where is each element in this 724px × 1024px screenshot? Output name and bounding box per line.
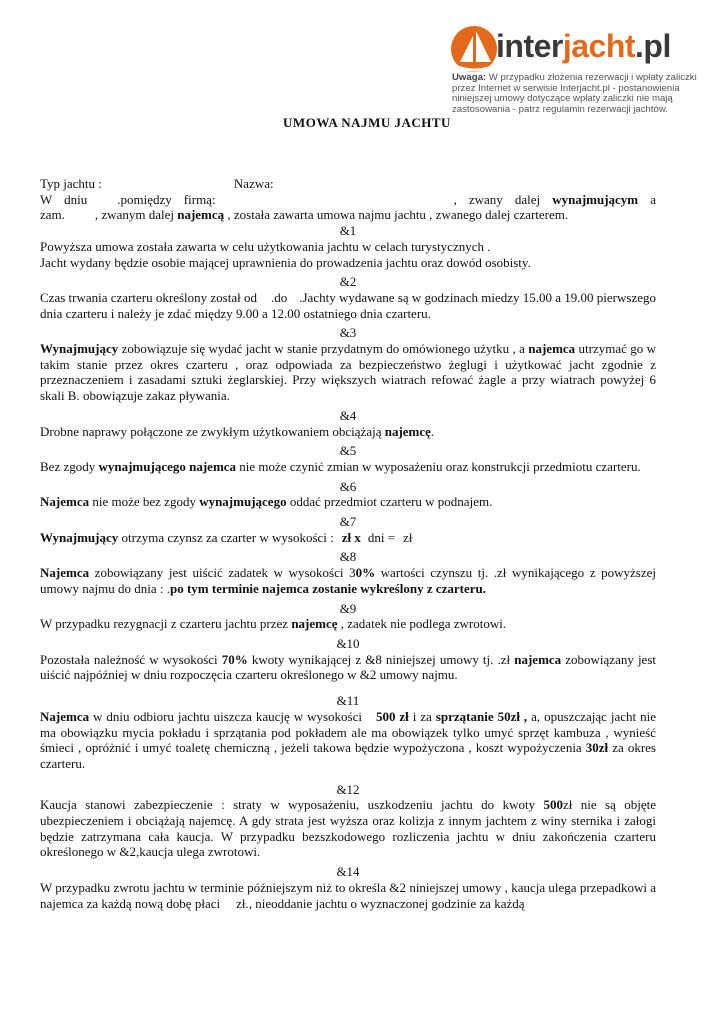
typ-line: Typ jachtu : Nazwa: <box>40 176 274 191</box>
section-5-number: &5 <box>339 443 357 459</box>
section-2-text: Czas trwania czarteru określony został od .do .Jachty wydawane są w godzinach miedzy 15.00 a 19.00 pierwszego dnia czarteru i należy je zdać między 9.00 a 12.00 ostatniego dnia czarteru. <box>40 289 656 321</box>
section-1-line-2: Jacht wydany będzie osobie mającej uprawnienia do prowadzenia jachtu oraz dowód osobisty. <box>40 254 531 270</box>
section-12-text: Kaucja stanowi zabezpieczenie : straty w wyposażeniu, uszkodzeniu jachtu do kwoty 500zł nie są objęte ubezpieczeniem i obciążają najemcę. A gdy strata jest wyższa oraz kolizja z innym jachtem z winy sternika i załogi będzie zatrzymana cała kaucja. W przypadku bezszkodowego rozliczenia jachtu w dniu zakończenia czarteru określonego w &2,kaucja ulega zwrotowi. <box>40 797 657 860</box>
section-1-number: &1 <box>339 223 357 239</box>
section-5-text: Bez zgody wynajmującego najemca nie może czynić zmian w wyposażeniu oraz konstrukcji przedmiotu czarteru. <box>40 458 641 474</box>
section-8-text: Najemca zobowiązany jest uiścić zadatek w wysokości 30% wartości czynszu tj. .zł wynikającego z powyższej umowy najmu do dnia : .po tym terminie najemca zostanie wykreślony z czarteru. <box>40 565 656 596</box>
section-3-number: &3 <box>339 325 357 341</box>
document-title: UMOWA NAJMU JACHTU <box>283 115 451 130</box>
section-4-text: Drobne naprawy połączone ze zwykłym użytkowaniem obciążają najemcę. <box>40 423 435 439</box>
contract-body <box>40 176 656 911</box>
section-12-number: &12 <box>336 781 360 797</box>
section-10-text: Pozostała należność w wysokości 70% kwoty wynikającej z &8 niniejszej umowy tj. .zł najemca zobowiązany jest uiścić najpóźniej w dniu rozpoczęcia czarteru określonego w &2 umowy najmu. <box>40 651 656 683</box>
section-7-number: &7 <box>339 514 357 530</box>
section-10-number: &10 <box>336 635 360 651</box>
section-9-text: W przypadku rezygnacji z czarteru jachtu przez najemcę , zadatek nie podlega zwrotowi. <box>40 616 507 632</box>
section-8-number: &8 <box>339 549 357 565</box>
section-14-number: &14 <box>336 864 360 880</box>
section-11-number: &11 <box>336 693 360 709</box>
section-3-text: Wynajmujący zobowiązuje się wydać jacht w stanie przydatnym do omówionego użytku , a najemca utrzymać go w takim stanie przez okres czarteru , oraz odpowiada za bezpieczeństwo żeglugi i użytkować jacht zgodnie z przeznaczeniem i zasadami sztuki żeglarskiej. Przy większych wiatrach refować żagle a przy wiatrach powyżej 6 skali B. obowiązuje zakaz pływania. <box>40 341 656 404</box>
section-6-text: Najemca nie może bez zgody wynajmującego oddać przedmiot czarteru w podnajem. <box>40 494 493 510</box>
section-14-text: W przypadku zwrotu jachtu w terminie późniejszym niż to określa &2 niniejszej umowy , kaucja ulega przepadkowi a najemca za każdą nową dobę płaci zł., nieoddanie jachtu o wyznaczonej godzinie za każdą <box>40 879 656 911</box>
zam-line: zam. , zwanym dalej najemcą , została zawarta umowa najmu jachtu , zwanego dalej czarterem. <box>40 207 569 223</box>
section-11-text: Najemca w dniu odbioru jachtu uiszcza kaucję w wysokości 500 zł i za sprzątanie 50zł , a, opuszczając jacht nie ma obowiązku mycia pokładu i sprzątania pod pokładem ale ma obowiązek tylko umyć sprzęt kambuza , wynieść śmieci , opróżnić i umyć toaletę chemiczną , jeżeli takowa będzie wypożyczona , koszt wypożyczenia 30zł za okres czarteru. <box>40 708 657 771</box>
section-2-number: &2 <box>339 274 357 290</box>
section-6-number: &6 <box>339 478 357 494</box>
notice: Uwaga: W przypadku złożenia rezerwacji i wpłaty zaliczki przez Internet w serwisie Interjacht.pl - postanowienia niniejszej umowy dotyczące wpłaty zaliczki nie mają zastosowania - patrz regulamin rezerwacji jachtów. <box>452 72 697 116</box>
section-7-text: Wynajmujący otrzyma czynsz za czarter w wysokości : zł x dni = zł <box>40 529 413 545</box>
brand-name: interjacht.pl <box>496 28 671 64</box>
dniu-line: W dniu .pomiędzy firmą: , zwany dalej wynajmującym a <box>40 191 656 207</box>
section-9-number: &9 <box>339 600 357 616</box>
section-4-number: &4 <box>339 407 357 423</box>
section-1-line-1: Powyższa umowa została zawarta w celu użytkowania jachtu w celach turystycznych . <box>40 238 491 254</box>
